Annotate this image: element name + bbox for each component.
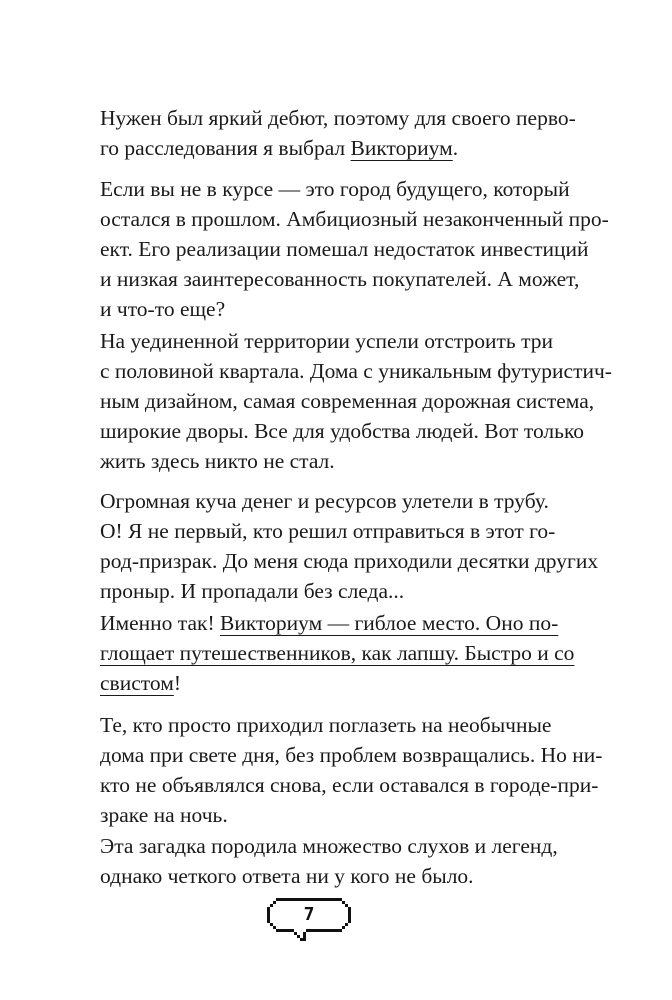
text-line: Огромная куча денег и ресурсов улетели в трубу.: [100, 489, 549, 513]
text-line: и что-то еще?: [100, 297, 226, 321]
text-line: Если вы не в курсе — это город будущего, который: [100, 177, 570, 201]
text-line: ным дизайном, самая современная дорожная система,: [100, 389, 595, 413]
text-line: Нужен был яркий дебют, поэтому для своего перво-: [100, 106, 576, 130]
underlined-text: Викториум: [350, 136, 453, 160]
page-number: 7: [303, 904, 315, 925]
text-line: [100, 638, 575, 668]
text-line: и низкая заинтересованность покупателей. А может,: [100, 267, 580, 291]
text-line: широкие дворы. Все для удобства людей. Вот только: [100, 419, 585, 443]
text-line: род-призрак. До меня сюда приходили десятки других: [100, 549, 599, 573]
text-line: остался в прошлом. Амбициозный незаконченный про-: [100, 207, 609, 231]
text-line: проныр. И пропадали без следа...: [100, 579, 405, 603]
text-line: На уединенной территории успели отстроить три: [100, 329, 554, 353]
text-line: ект. Его реализации помешал недостаток инвестиций: [100, 237, 589, 261]
underlined-text: свистом: [100, 671, 174, 695]
text-line: дома при свете дня, без проблем возвращались. Но ни-: [100, 743, 603, 767]
text-line: Эта загадка породила множество слухов и легенд,: [100, 834, 558, 858]
page-number-badge: [264, 896, 354, 944]
text-line: кто не объявлялся снова, если оставался в городе-при-: [100, 773, 599, 797]
underlined-text: глощает путешественников, как лапшу. Быстро и со: [100, 641, 575, 665]
text-line: свистом!: [100, 671, 181, 695]
text-line: жить здесь никто не стал.: [100, 449, 335, 473]
text-line: О! Я не первый, кто решил отправиться в этот го-: [100, 519, 556, 543]
underlined-text: Викториум — гиблое место. Оно по-: [220, 611, 559, 635]
text-line: с половиной квартала. Дома с уникальным футуристич-: [100, 359, 612, 383]
text-line: зраке на ночь.: [100, 803, 228, 827]
text-line: однако четкого ответа ни у кого не было.: [100, 864, 474, 888]
text-line: Именно так! Викториум — гиблое место. Оно по-: [100, 611, 559, 635]
text-line: Те, кто просто приходил поглазеть на необычные: [100, 713, 552, 737]
text-line: го расследования я выбрал Викториум.: [100, 136, 459, 160]
